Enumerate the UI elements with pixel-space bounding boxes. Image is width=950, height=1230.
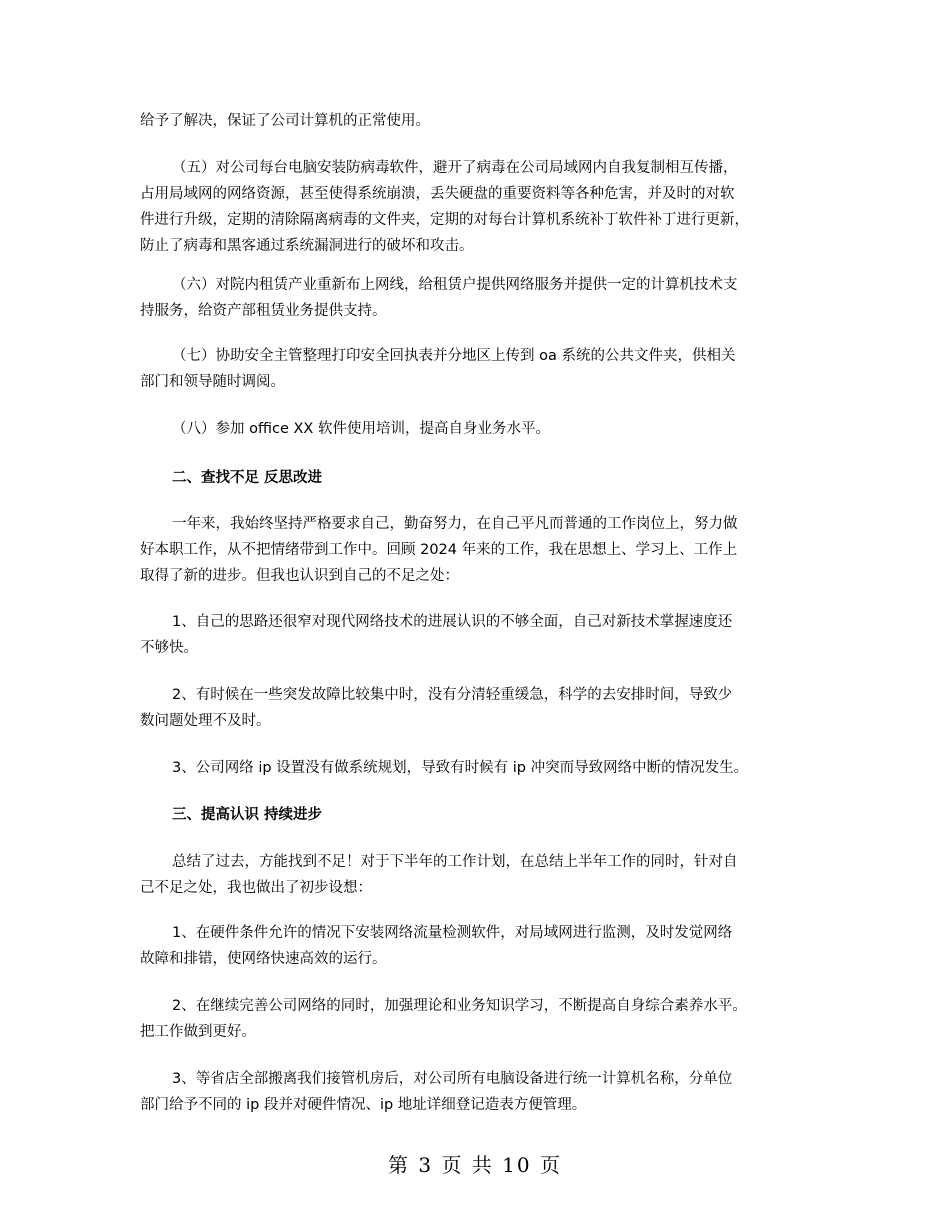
- text-line: 给予了解决，保证了公司计算机的正常使用。: [140, 113, 430, 129]
- page-number-footer: 第 3 页 共 10 页: [388, 1153, 562, 1177]
- text-line: 部门给予不同的 ip 段并对硬件情况、ip 地址详细登记造表方便管理。: [140, 1097, 587, 1113]
- paragraph-plan-2: [140, 993, 830, 1045]
- text-line: 数问题处理不及时。: [140, 713, 271, 729]
- paragraph-item-7-security-receipts: [140, 343, 830, 395]
- text-line: （五）对公司每台电脑安装防病毒软件，避开了病毒在公司局域网内自我复制相互传播，: [172, 160, 738, 176]
- paragraph-item-8-office-training: [140, 416, 830, 442]
- paragraph-item-6-network-cabling: [140, 272, 830, 324]
- text-line: 3、等省店全部搬离我们接管机房后，对公司所有电脑设备进行统一计算机名称，分单位: [172, 1071, 733, 1087]
- text-line: 1、自己的思路还很窄对现代网络技术的进展认识的不够全面，自己对新技术掌握速度还: [172, 614, 733, 630]
- text-line: 持服务，给资产部租赁业务提供支持。: [140, 303, 387, 319]
- text-line: （六）对院内租赁产业重新布上网线，给租赁户提供网络服务并提供一定的计算机技术支: [172, 277, 738, 293]
- section-heading-improvement: 三、提高认识 持续进步: [172, 807, 323, 823]
- text-line: 3、公司网络 ip 设置没有做系统规划，导致有时候有 ip 冲突而导致网络中断的情况发生。: [172, 760, 749, 776]
- text-line: 故障和排错，使网络快速高效的运行。: [140, 951, 387, 967]
- paragraph-year-review: [140, 511, 830, 589]
- section-heading-shortcomings: 二、查找不足 反思改进: [172, 470, 323, 486]
- paragraph-shortcoming-2: [140, 682, 830, 734]
- text-line: 己不足之处，我也做出了初步设想：: [140, 880, 372, 896]
- text-line: 2、有时候在一些突发故障比较集中时，没有分清轻重缓急，科学的去安排时间，导致少: [172, 687, 733, 703]
- paragraph-plan-intro: [140, 849, 830, 901]
- text-line: 取得了新的进步。但我也认识到自己的不足之处：: [140, 568, 459, 584]
- paragraph-plan-3: [140, 1066, 830, 1118]
- paragraph-resolution-continued: [140, 108, 830, 134]
- text-line: 部门和领导随时调阅。: [140, 374, 285, 390]
- paragraph-shortcoming-1: [140, 609, 830, 661]
- text-line: 防止了病毒和黑客通过系统漏洞进行的破坏和攻击。: [140, 238, 474, 254]
- text-line: 总结了过去，方能找到不足！对于下半年的工作计划，在总结上半年工作的同时，针对自: [172, 854, 738, 870]
- text-line: 2、在继续完善公司网络的同时，加强理论和业务知识学习，不断提高自身综合素养水平。: [172, 998, 747, 1014]
- text-line: 占用局域网的网络资源，甚至使得系统崩溃，丢失硬盘的重要资料等各种危害，并及时的对软: [140, 186, 735, 202]
- paragraph-shortcoming-3: [140, 755, 830, 781]
- text-line: 把工作做到更好。: [140, 1024, 256, 1040]
- text-line: 1、在硬件条件允许的情况下安装网络流量检测软件，对局域网进行监测，及时发觉网络: [172, 925, 733, 941]
- text-line: 一年来，我始终坚持严格要求自己，勤奋努力，在自己平凡而普通的工作岗位上，努力做: [172, 516, 738, 532]
- text-line: 好本职工作，从不把情绪带到工作中。回顾 2024 年来的工作，我在思想上、学习上、工作上: [140, 542, 738, 558]
- paragraph-item-5-antivirus: [140, 155, 830, 259]
- text-line: （八）参加 office XX 软件使用培训，提高自身业务水平。: [172, 421, 550, 437]
- text-line: 不够快。: [140, 640, 198, 656]
- text-line: （七）协助安全主管整理打印安全回执表并分地区上传到 oa 系统的公共文件夹，供相关: [172, 348, 736, 364]
- text-line: 件进行升级，定期的清除隔离病毒的文件夹，定期的对每台计算机系统补丁软件补丁进行更新，: [140, 212, 749, 228]
- paragraph-plan-1: [140, 920, 830, 972]
